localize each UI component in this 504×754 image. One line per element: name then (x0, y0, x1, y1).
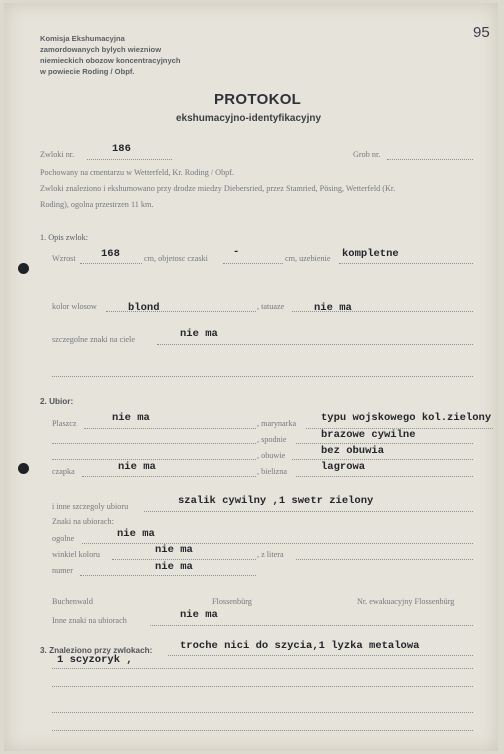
czapka-above-line (52, 459, 256, 460)
ogolne-label: ogolne (52, 534, 75, 543)
inne-znaki-value: nie ma (180, 609, 218, 621)
grob-line (387, 159, 473, 160)
spodnie-label: , spodnie (257, 435, 287, 444)
plaszcz-line (84, 428, 256, 429)
wzrost-line (80, 263, 142, 264)
organization-line-3: niemieckich obozow koncentracyjnych (40, 56, 181, 65)
spodnie-line (296, 443, 473, 444)
section-3-line-1 (168, 655, 473, 656)
czaszka-value: - (233, 246, 240, 258)
section-1-heading: 1. Opis zwlok: (40, 233, 88, 242)
tatuaze-value: nie ma (314, 302, 352, 314)
section-3-line-3 (52, 686, 473, 687)
organization-line-2: zamordowanych bylych wiezniow (40, 45, 162, 54)
uzebienie-line (339, 263, 473, 264)
inne-znaki-line (150, 625, 473, 626)
section-3-line-4 (52, 712, 473, 713)
numer-label: numer (52, 566, 73, 575)
numer-line (80, 575, 256, 576)
znaki-na-ciele-label: szczegolne znaki na ciele (52, 335, 135, 344)
section-3-line-2 (52, 668, 473, 669)
ewakuacyjny-label: Nr. ewakuacyjny Flossenbürg (357, 597, 455, 606)
section-3-value-line-1: troche nici do szycia,1 lyzka metalowa (180, 640, 420, 652)
kolor-wlosow-value: blond (128, 302, 160, 314)
grob-label: Grob nr. (353, 150, 381, 159)
inne-szczegoly-line (144, 511, 473, 512)
zwloki-value: 186 (112, 143, 131, 155)
winkiel-value: nie ma (155, 544, 193, 556)
marynarka-value: typu wojskowego kol.zielony (321, 412, 492, 424)
punch-hole-bottom (18, 463, 29, 474)
inne-szczegoly-label: i inne szczegoly ubioru (52, 502, 129, 511)
document-title: PROTOKOL (214, 91, 302, 108)
czapka-value: nie ma (118, 461, 156, 473)
burial-text: Pochowany na cmentarzu w Wetterfeld, Kr. Roding / Obpf. (40, 168, 235, 177)
section-3-heading: 3. Znaleziono przy zwlokach: (40, 646, 153, 655)
wzrost-value: 168 (101, 248, 120, 260)
numer-value: nie ma (155, 561, 193, 573)
found-text-line-2: Roding), ogolna przestrzen 11 km. (40, 200, 154, 209)
wzrost-label: Wzrost (52, 254, 76, 263)
page-number: 95 (473, 24, 490, 41)
bielizna-label: , bielizna (257, 467, 288, 476)
buchenwald-label: Buchenwald (52, 597, 93, 606)
kolor-wlosow-label: kolor wlosow (52, 302, 97, 311)
zwloki-label: Zwloki nr. (40, 150, 75, 159)
uzebienie-label: cm, uzebienie (285, 254, 331, 263)
section-2-heading: 2. Ubior: (40, 397, 74, 406)
organization-line-1: Komisja Ekshumacyjna (40, 34, 125, 43)
winkiel-line (112, 559, 256, 560)
inne-znaki-label: Inne znaki na ubiorach (52, 616, 127, 625)
plaszcz-value: nie ma (112, 412, 150, 424)
flossenburg-label: Flossenbürg (212, 597, 252, 606)
zwloki-line (87, 159, 172, 160)
spodnie-value: brazowe cywilne (321, 429, 416, 441)
znaki-na-ciele-line (157, 344, 473, 345)
marynarka-label: , marynarka (257, 419, 297, 428)
ogolne-value: nie ma (117, 528, 155, 540)
znaki-na-ubiorach-heading: Znaki na ubiorach: (52, 517, 114, 526)
litera-line (296, 559, 473, 560)
inne-szczegoly-value: szalik cywilny ,1 swetr zielony (178, 495, 374, 507)
section-3-line-5 (52, 730, 473, 731)
znaki-na-ciele-value: nie ma (180, 328, 218, 340)
bielizna-line (296, 476, 473, 477)
blank-line-1 (52, 376, 473, 377)
objetosc-czaski-label: cm, objetosc czaski (144, 254, 208, 263)
organization-line-4: w powiecie Roding / Obpf. (40, 67, 135, 76)
winkiel-label: winkiel koloru (52, 550, 100, 559)
found-text-line-1: Zwloki znaleziono i ekshumowano przy drodze miedzy Diebersried, przez Stamried, Pösing, Wetterfeld (Kr. (40, 184, 396, 193)
tatuaze-label: , tatuaze (257, 302, 285, 311)
section-3-value-line-2: 1 scyzoryk , (57, 654, 133, 666)
obuwie-value: bez obuwia (321, 445, 385, 457)
obuwie-label: , obuwie (257, 451, 286, 460)
litera-label: , z litera (257, 550, 284, 559)
ogolne-line (82, 543, 473, 544)
plaszcz-label: Plaszcz (52, 419, 77, 428)
czapka-label: czapka (52, 467, 75, 476)
uzebienie-value: kompletne (342, 248, 399, 260)
czaszka-line (223, 263, 283, 264)
document-subtitle: ekshumacyjno-identyfikacyjny (176, 113, 322, 124)
punch-hole-top (18, 263, 29, 274)
obuwie-line (292, 459, 473, 460)
bielizna-value: lagrowa (321, 461, 366, 473)
plaszcz-continuation-line (52, 443, 256, 444)
czapka-line (82, 476, 256, 477)
